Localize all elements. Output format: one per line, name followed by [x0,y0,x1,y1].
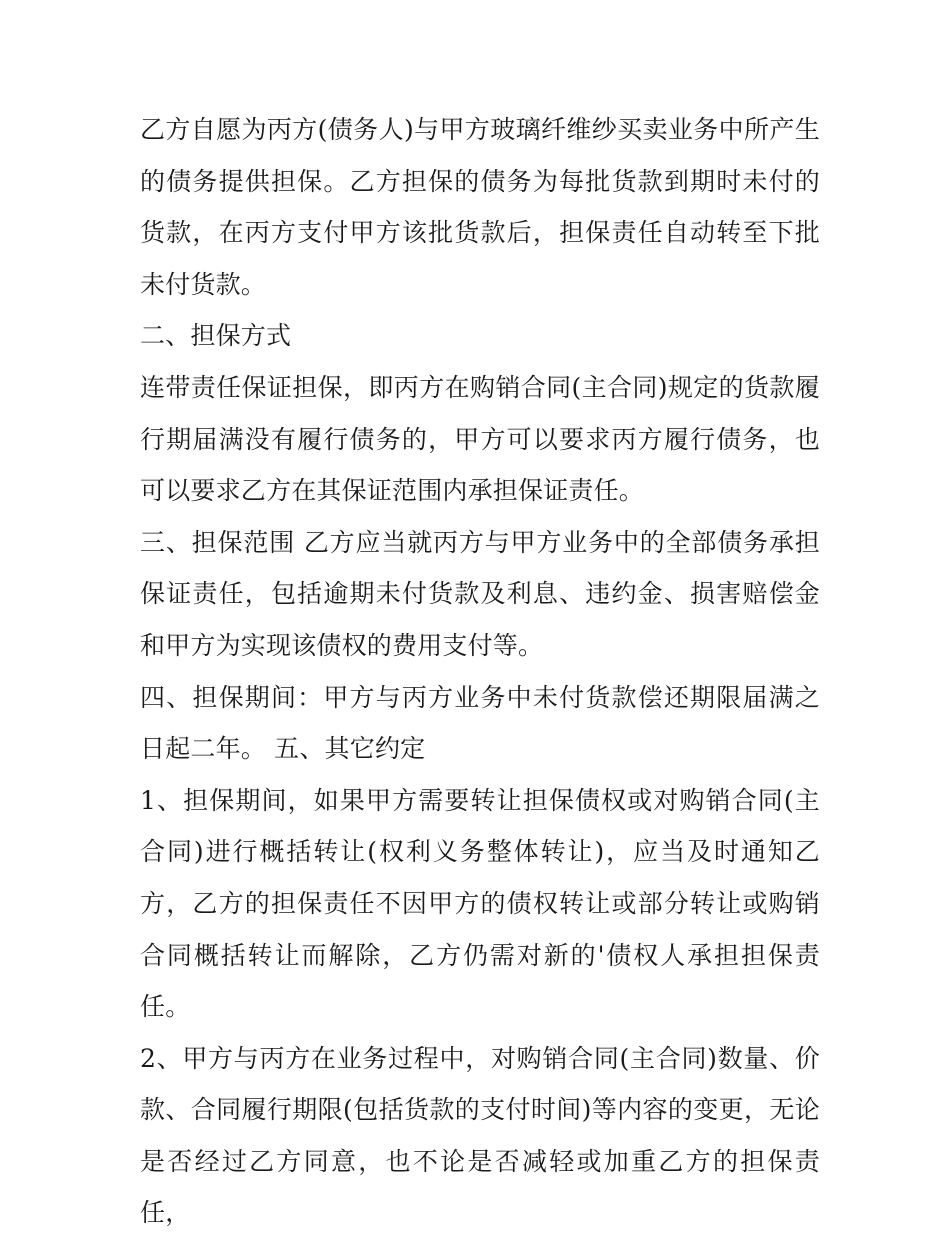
paragraph-guarantee-range: 三、担保范围 乙方应当就丙方与甲方业务中的全部债务承担保证责任，包括逾期未付货款及利息、违约金、损害赔偿金和甲方为实现该债权的费用支付等。 [140,527,820,660]
paragraph-clause-2: 2、甲方与丙方在业务过程中，对购销合同(主合同)数量、价款、合同履行期限(包括货款的支付时间)等内容的变更，无论是否经过乙方同意，也不论是否减轻或加重乙方的担保责任， [140,1043,820,1228]
document-body [140,104,820,1239]
paragraph-guarantee-period: 四、担保期间：甲方与丙方业务中未付货款偿还期限届满之日起二年。 五、其它约定 [140,682,820,764]
paragraph-guarantee-scope-intro: 乙方自愿为丙方(债务人)与甲方玻璃纤维纱买卖业务中所产生的债务提供担保。乙方担保的债务为每批货款到期时未付的货款，在丙方支付甲方该批货款后，担保责任自动转至下批未付货款。 [140,115,820,299]
heading-guarantee-method: 二、担保方式 [140,321,292,351]
paragraph-joint-liability: 连带责任保证担保，即丙方在购销合同(主合同)规定的货款履行期届满没有履行债务的，甲方可以要求丙方履行债务，也可以要求乙方在其保证范围内承担保证责任。 [140,372,820,506]
paragraph-clause-1: 1、担保期间，如果甲方需要转让担保债权或对购销合同(主合同)进行概括转让(权利义务整体转让)，应当及时通知乙方，乙方的担保责任不因甲方的债权转让或部分转让或购销合同概括转让而解除，乙方仍需对新的'债权人承担担保责任。 [140,785,820,1022]
